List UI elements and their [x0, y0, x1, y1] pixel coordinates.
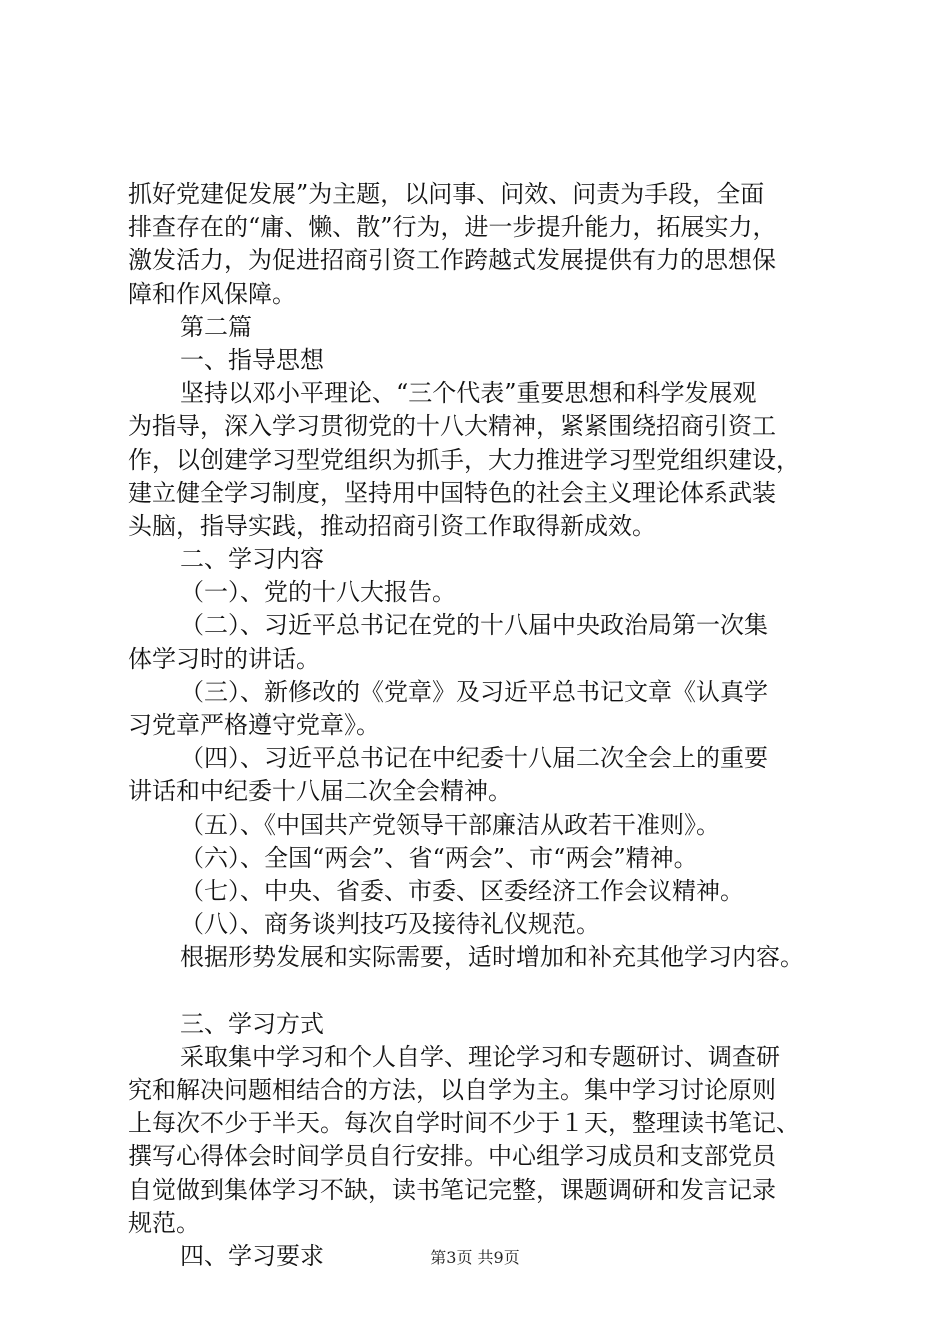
paragraph-line: 根据形势发展和实际需要，适时增加和补充其他学习内容。: [180, 943, 804, 972]
list-item-continuation: 讲话和中纪委十八届二次全会精神。: [128, 777, 512, 806]
list-item-continuation: 习党章严格遵守党章》。: [128, 711, 380, 739]
section-heading: 二、学习内容: [180, 545, 324, 574]
list-item: （七）、中央、省委、市委、区委经济工作会议精神。: [180, 876, 744, 905]
paragraph-line: 建立健全学习制度，坚持用中国特色的社会主义理论体系武装: [128, 478, 776, 507]
paragraph-line: 究和解决问题相结合的方法，以自学为主。集中学习讨论原则: [128, 1076, 776, 1105]
paragraph-line: 激发活力，为促进招商引资工作跨越式发展提供有力的思想保: [128, 246, 776, 275]
document-body: [128, 178, 838, 1273]
section-heading: 一、指导思想: [180, 345, 324, 374]
paragraph-line: 作，以创建学习型党组织为抓手，大力推进学习型党组织建设，: [128, 445, 800, 474]
section-heading: 第二篇: [180, 312, 252, 341]
paragraph-line: 头脑，指导实践，推动招商引资工作取得新成效。: [128, 511, 656, 540]
paragraph-line: 排查存在的“庸、懒、散”行为，进一步提升能力，拓展实力，: [128, 213, 777, 242]
section-heading: 四、学习要求: [180, 1242, 324, 1270]
paragraph-line: 坚持以邓小平理论、“三个代表”重要思想和科学发展观: [180, 379, 757, 408]
paragraph-line: 自觉做到集体学习不缺，读书笔记完整，课题调研和发言记录: [128, 1175, 776, 1204]
page-number-footer: 第3页 共9页: [430, 1248, 520, 1267]
list-item: （一）、党的十八大报告。: [180, 578, 456, 607]
paragraph-line: 为指导，深入学习贯彻党的十八大精神，紧紧围绕招商引资工: [128, 412, 776, 441]
list-item: （二）、习近平总书记在党的十八届中央政治局第一次集: [180, 611, 768, 640]
list-item: （六）、全国“两会”、省“两会”、市“两会”精神。: [180, 843, 698, 872]
blank-line: [128, 975, 838, 1008]
section-heading: 三、学习方式: [180, 1009, 324, 1038]
paragraph-line: 抓好党建促发展”为主题，以问事、问效、问责为手段，全面: [128, 180, 765, 208]
list-item: （四）、习近平总书记在中纪委十八届二次全会上的重要: [180, 744, 768, 773]
paragraph-line: 上每次不少于半天。每次自学时间不少于１天，整理读书笔记、: [128, 1109, 800, 1138]
paragraph-line: 规范。: [128, 1208, 200, 1237]
paragraph-line: 撰写心得体会时间学员自行安排。中心组学习成员和支部党员: [128, 1142, 776, 1171]
list-item: （三）、新修改的《党章》及习近平总书记文章《认真学: [180, 677, 768, 706]
list-item-continuation: 体学习时的讲话。: [128, 644, 320, 673]
paragraph-line: 采取集中学习和个人自学、理论学习和专题研讨、调查研: [180, 1042, 780, 1071]
paragraph-line: 障和作风保障。: [128, 279, 296, 308]
list-item: （八）、商务谈判技巧及接待礼仪规范。: [180, 910, 600, 939]
list-item: （五）、《中国共产党领导干部廉洁从政若干准则》。: [180, 810, 720, 839]
